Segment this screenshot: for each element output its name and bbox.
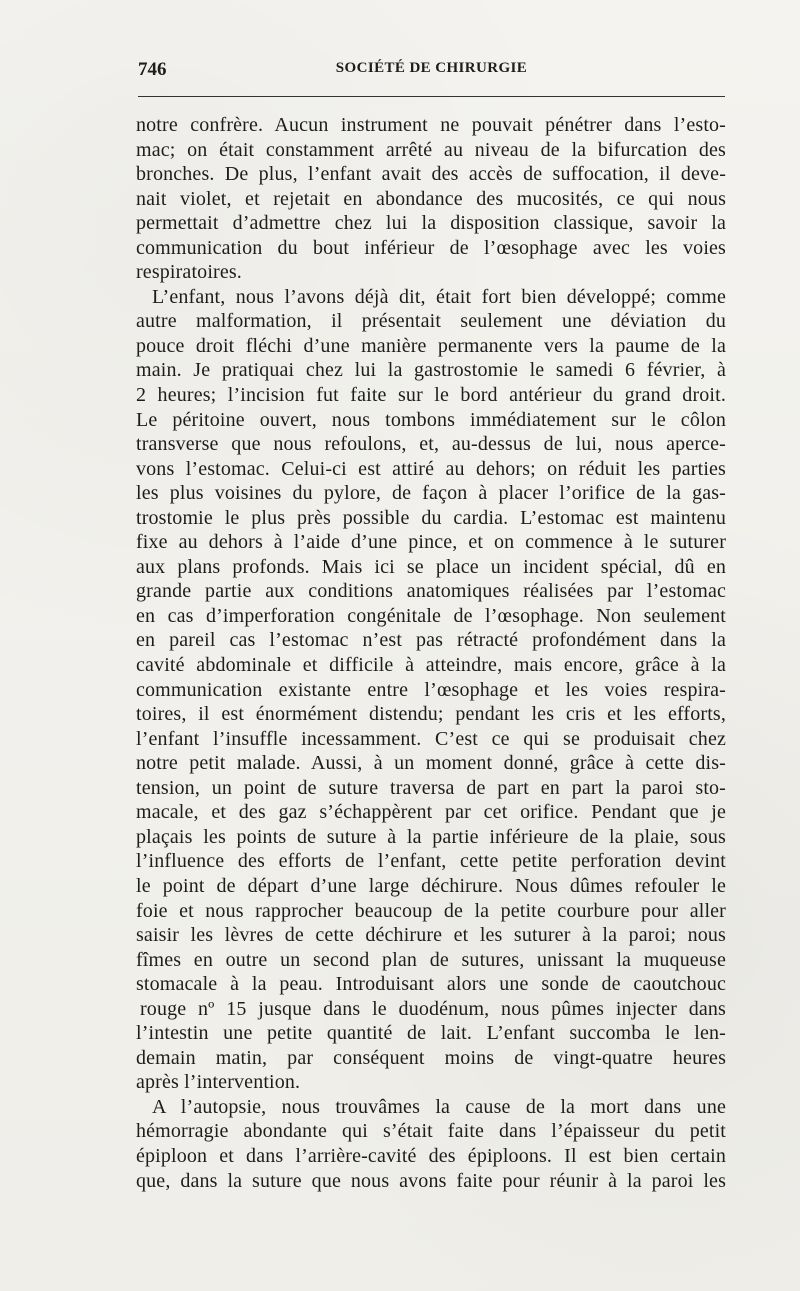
text-line: 2 heures; l’incision fut faite sur le bord antérieur du grand droit.	[136, 384, 726, 407]
text-line: demain matin, par conséquent moins de vingt-quatre heures	[136, 1046, 726, 1069]
text-line: pouce droit fléchi d’une manière permanente vers la paume de la	[136, 334, 726, 357]
text-line: tension, un point de suture traversa de part en part la paroi sto-	[136, 776, 726, 799]
text-line: fîmes en outre un second plan de sutures, unissant la muqueuse	[136, 948, 726, 971]
text-line: notre confrère. Aucun instrument ne pouvait pénétrer dans l’esto-	[136, 114, 726, 136]
text-line: en cas d’imperforation congénitale de l’œsophage. Non seulement	[136, 604, 726, 627]
running-header	[138, 58, 725, 86]
header-rule	[138, 96, 725, 97]
main-text	[136, 113, 726, 1193]
text-line: trostomie le plus près possible du cardia. L’estomac est maintenu	[136, 506, 726, 529]
text-line: permettait d’admettre chez lui la disposition classique, savoir la	[136, 212, 726, 235]
text-line: en pareil cas l’estomac n’est pas rétracté profondément dans la	[136, 629, 726, 652]
text-line: le point de départ d’une large déchirure. Nous dûmes refouler le	[136, 874, 726, 897]
text-line: l’intestin une petite quantité de lait. L’enfant succomba le len-	[136, 1022, 726, 1045]
text-line: communication existante entre l’œsophage et les voies respira-	[136, 678, 726, 701]
text-line: saisir les lèvres de cette déchirure et les suturer à la paroi; nous	[136, 924, 726, 947]
text-line: fixe au dehors à l’aide d’une pince, et on commence à le suturer	[136, 531, 726, 554]
text-line: notre petit malade. Aussi, à un moment donné, grâce à cette dis-	[136, 752, 726, 775]
text-line: mac; on était constamment arrêté au niveau de la bifurcation des	[136, 138, 726, 161]
text-line: foie et nous rapprocher beaucoup de la petite courbure pour aller	[136, 899, 726, 922]
text-line: que, dans la suture que nous avons faite pour réunir à la paroi les	[136, 1169, 726, 1192]
text-line: après l’intervention.	[136, 1071, 301, 1094]
running-title: SOCIÉTÉ DE CHIRURGIE	[335, 60, 528, 76]
text-line: rouge nº 15 jusque dans le duodénum, nous pûmes injecter dans	[140, 997, 726, 1020]
text-line: cavité abdominale et difficile à atteindre, mais encore, grâce à la	[136, 654, 726, 677]
text-line: autre malformation, il présentait seulement une déviation du	[136, 310, 726, 333]
text-line: transverse que nous refoulons, et, au-dessus de lui, nous aperce-	[136, 433, 726, 456]
text-line: épiploon et dans l’arrière-cavité des épiploons. Il est bien certain	[136, 1144, 726, 1167]
text-line: toires, il est énormément distendu; pendant les cris et les efforts,	[136, 703, 726, 726]
text-line: stomacale à la peau. Introduisant alors une sonde de caoutchouc	[136, 973, 726, 996]
text-line: les plus voisines du pylore, de façon à placer l’orifice de la gas-	[136, 482, 726, 505]
text-line: vons l’estomac. Celui-ci est attiré au dehors; on réduit les parties	[136, 457, 726, 480]
text-line: communication du bout inférieur de l’œsophage avec les voies	[136, 236, 726, 259]
text-line: macale, et des gaz s’échappèrent par cet orifice. Pendant que je	[136, 801, 726, 824]
text-line: aux plans profonds. Mais ici se place un incident spécial, dû en	[136, 555, 726, 578]
text-line: l’enfant l’insuffle incessamment. C’est ce qui se produisait chez	[136, 727, 726, 750]
text-line: hémorragie abondante qui s’était faite dans l’épaisseur du petit	[136, 1120, 726, 1143]
text-line: bronches. De plus, l’enfant avait des accès de suffocation, il deve-	[136, 163, 726, 186]
text-line: plaçais les points de suture à la partie inférieure de la plaie, sous	[136, 825, 726, 848]
paragraph-start-line: L’enfant, nous l’avons déjà dit, était fort bien développé; comme	[152, 285, 726, 308]
paragraph-start-line: A l’autopsie, nous trouvâmes la cause de la mort dans une	[152, 1095, 726, 1118]
text-line: main. Je pratiquai chez lui la gastrostomie le samedi 6 février, à	[136, 359, 726, 382]
text-line: nait violet, et rejetait en abondance des mucosités, ce qui nous	[136, 187, 726, 210]
page-number: 746	[138, 59, 167, 80]
text-line: grande partie aux conditions anatomiques réalisées par l’estomac	[136, 580, 726, 603]
text-line: l’influence des efforts de l’enfant, cette petite perforation devint	[136, 850, 726, 873]
text-line: Le péritoine ouvert, nous tombons immédiatement sur le côlon	[136, 408, 726, 431]
text-line: respiratoires.	[136, 261, 242, 284]
